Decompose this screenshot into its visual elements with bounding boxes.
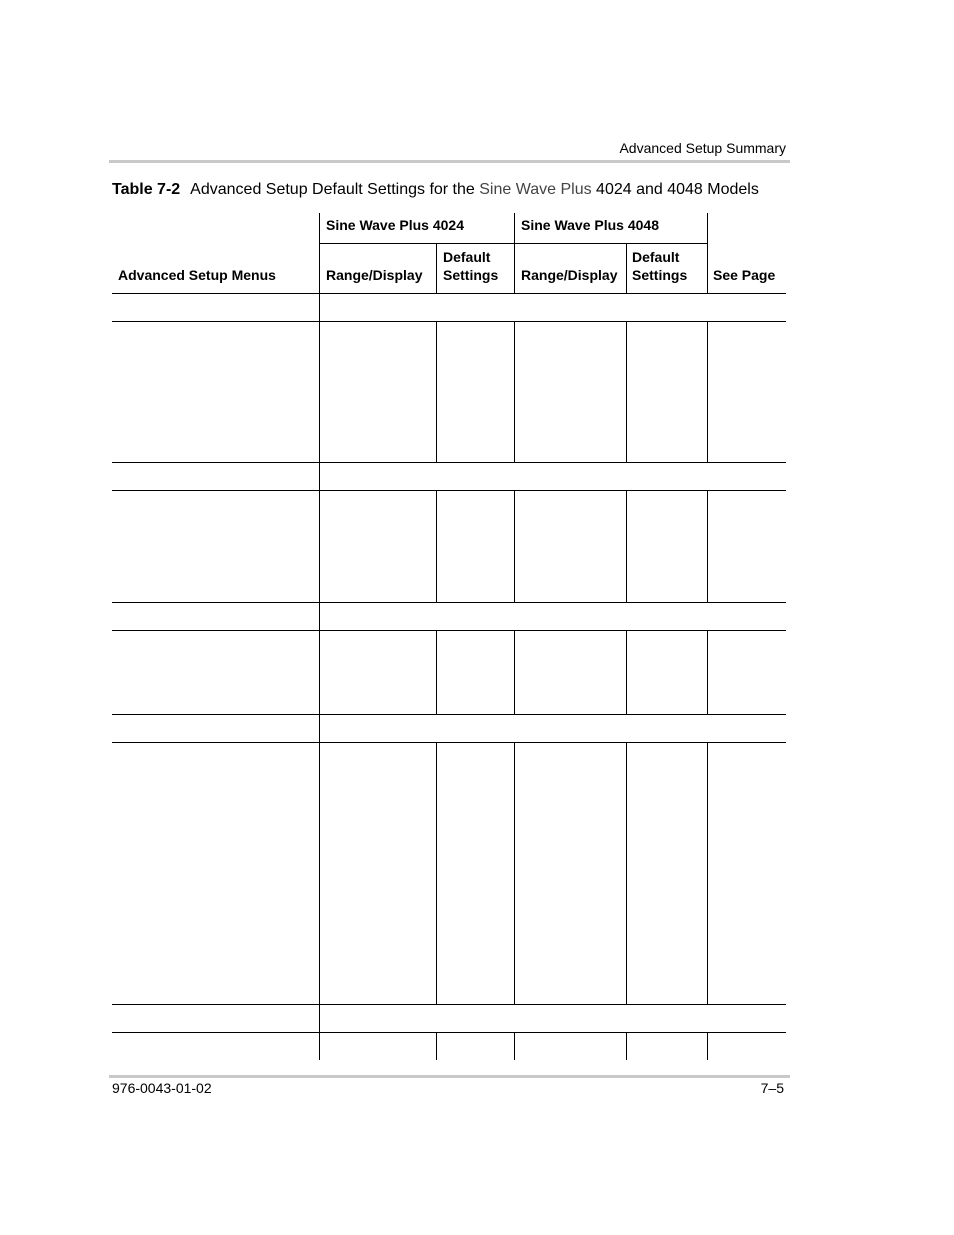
footer-rule: [109, 1075, 790, 1078]
page-number: 7–5: [760, 1080, 784, 1096]
column-header-default-4048: Default Settings: [632, 249, 688, 283]
caption-text-after: 4024 and 4048 Models: [591, 181, 759, 198]
doc-number: 976-0043-01-02: [112, 1080, 212, 1096]
caption-text-before: Advanced Setup Default Settings for the: [190, 181, 480, 198]
header-rule: [109, 160, 790, 163]
column-header-see-page: See Page: [713, 267, 776, 283]
group-header-4048: Sine Wave Plus 4048: [521, 217, 659, 233]
column-header-menus: Advanced Setup Menus: [118, 267, 276, 283]
table-caption: [112, 181, 759, 199]
caption-product: Sine Wave Plus: [479, 181, 592, 198]
column-header-range-4048: Range/Display: [521, 267, 618, 283]
group-header-4024: Sine Wave Plus 4024: [326, 217, 464, 233]
column-header-default-4024: Default Settings: [443, 249, 499, 283]
column-header-range-4024: Range/Display: [326, 267, 423, 283]
table-number: Table 7-2: [112, 181, 181, 198]
running-header: Advanced Setup Summary: [619, 140, 786, 156]
